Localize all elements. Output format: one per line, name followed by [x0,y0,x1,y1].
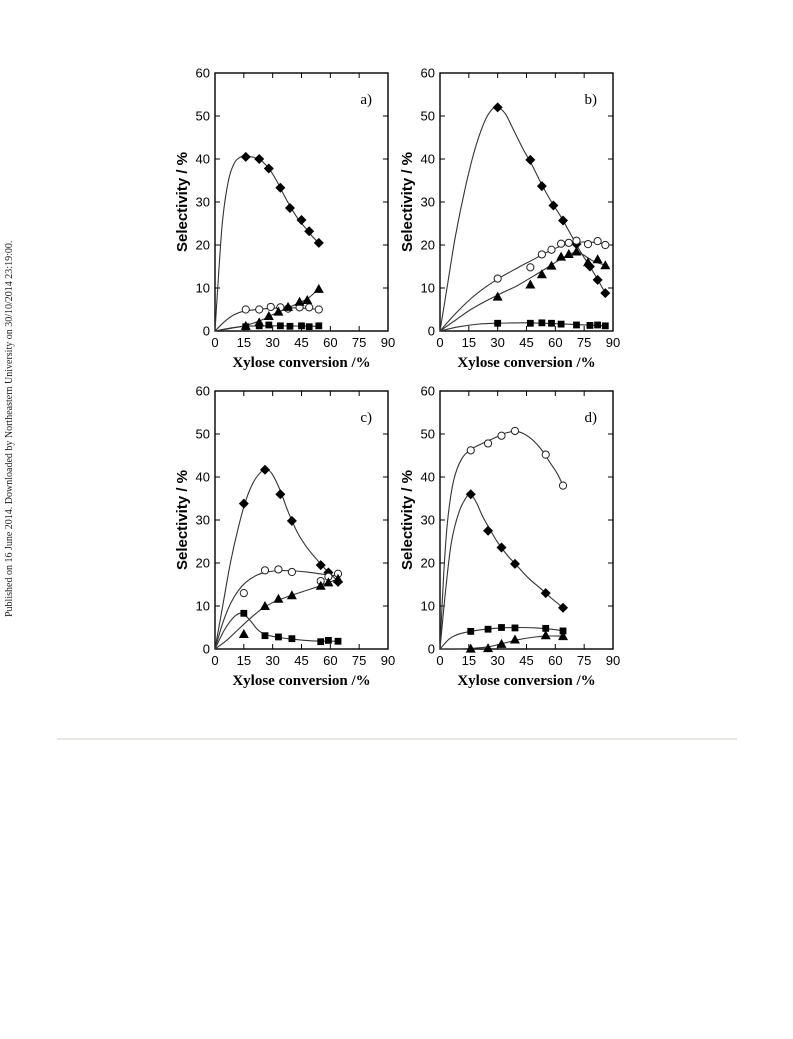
data-point-triangle-3 [287,590,297,599]
data-point-triangle-1 [260,601,270,610]
data-point-triangle-7 [314,284,324,293]
x-tick-label: 45 [294,335,309,350]
data-point-square-0 [494,320,501,327]
data-point-square-1 [262,632,269,639]
data-point-square-7 [315,322,322,329]
data-point-square-8 [602,322,609,329]
series-diamond [466,489,568,613]
x-tick-label: 30 [265,653,280,668]
data-point-square-4 [558,321,565,328]
data-point-circle-3 [288,568,295,575]
data-point-triangle-0 [239,629,249,638]
data-point-diamond-8 [600,288,610,298]
data-point-square-5 [573,322,580,329]
data-point-diamond-0 [493,102,503,112]
data-point-triangle-9 [600,260,610,269]
y-tick-label: 60 [420,383,435,399]
data-point-circle-2 [498,432,505,439]
data-point-square-0 [240,610,247,617]
data-point-circle-9 [602,241,609,248]
data-point-circle-0 [242,306,249,313]
x-tick-label: 30 [490,653,505,668]
data-point-square-3 [288,635,295,642]
y-tick-label: 40 [420,469,435,485]
y-tick-label: 20 [420,555,435,571]
data-point-square-2 [275,634,282,641]
fit-curve-square [440,323,605,331]
data-point-circle-1 [256,306,263,313]
x-tick-label: 60 [323,335,338,350]
content-divider [57,738,737,740]
y-axis-title: Selectivity / % [399,469,416,571]
y-tick-label: 40 [420,151,435,167]
data-point-triangle-1 [525,280,535,289]
y-tick-label: 10 [195,598,210,614]
x-tick-label: 75 [351,335,367,350]
data-point-square-1 [485,626,492,633]
data-point-triangle-3 [546,261,556,270]
x-tick-label: 30 [490,335,505,350]
fit-curve-diamond [440,107,605,331]
data-point-square-4 [317,638,324,645]
fit-curve-triangle [440,252,605,331]
data-point-square-6 [306,323,313,330]
x-tick-label: 0 [211,335,219,350]
y-tick-label: 40 [195,151,210,167]
data-point-square-3 [512,625,519,632]
y-tick-label: 10 [195,280,210,296]
series-circle [242,303,322,313]
y-tick-label: 10 [420,280,435,296]
x-axis-title: Xylose conversion /% [232,355,371,371]
data-point-circle-2 [267,303,274,310]
y-tick-label: 60 [420,65,435,81]
data-point-diamond-0 [466,489,476,499]
x-tick-label: 15 [236,335,252,350]
data-point-circle-7 [584,241,591,248]
y-tick-label: 30 [195,512,210,528]
y-axis-title: Selectivity / % [174,151,191,253]
chart-panel-c [174,384,395,690]
data-point-diamond-0 [241,152,251,162]
x-tick-label: 90 [380,335,396,350]
x-tick-label: 15 [461,335,477,350]
data-point-circle-5 [565,239,572,246]
data-point-square-7 [594,322,601,329]
data-point-circle-6 [306,304,313,311]
data-point-diamond-1 [260,465,270,475]
y-tick-label: 10 [420,598,435,614]
data-point-square-5 [325,637,332,644]
data-point-square-3 [277,322,284,329]
data-point-diamond-1 [483,526,493,536]
data-point-square-4 [287,323,294,330]
data-point-circle-7 [315,306,322,313]
chart-panel-d [399,384,620,690]
series-square [494,319,608,329]
data-point-triangle-4 [556,252,566,261]
data-point-triangle-8 [593,254,603,263]
x-tick-label: 30 [265,335,280,350]
y-tick-label: 20 [420,237,435,253]
data-point-square-2 [498,624,505,631]
x-tick-label: 0 [436,653,444,668]
data-point-diamond-0 [239,499,249,509]
data-point-circle-4 [542,451,549,458]
plot-frame [215,73,388,331]
x-tick-label: 75 [576,335,592,350]
panel-label: c) [360,410,372,426]
x-tick-label: 75 [576,653,592,668]
data-point-square-3 [548,320,555,327]
x-tick-label: 75 [351,653,367,668]
y-tick-label: 30 [420,194,435,210]
download-notice: Published on 16 June 2014. Downloaded by Northeastern University on 30/10/2014 23:19:00. [4,240,15,617]
data-point-diamond-2 [537,181,547,191]
data-point-circle-1 [527,264,534,271]
y-tick-label: 50 [420,108,435,124]
y-tick-label: 30 [420,512,435,528]
x-tick-label: 45 [519,335,534,350]
series-triangle [239,574,343,638]
y-tick-label: 60 [195,383,210,399]
x-axis-title: Xylose conversion /% [457,355,596,371]
data-point-circle-0 [494,275,501,282]
y-tick-label: 60 [195,65,210,81]
x-tick-label: 15 [461,653,477,668]
data-point-square-2 [538,319,545,326]
y-tick-label: 0 [427,323,435,339]
chart-panel-b [399,66,620,372]
data-point-square-6 [335,638,342,645]
panel-label: a) [360,92,372,108]
data-point-circle-5 [559,482,566,489]
data-point-circle-3 [511,427,518,434]
y-axis-title: Selectivity / % [174,469,191,571]
x-tick-label: 45 [294,653,309,668]
data-point-circle-6 [573,237,580,244]
y-tick-label: 30 [195,194,210,210]
data-point-circle-4 [558,240,565,247]
data-point-diamond-5 [297,215,307,225]
data-point-circle-1 [261,567,268,574]
data-point-square-6 [587,322,594,329]
y-tick-label: 0 [202,641,210,657]
x-tick-label: 60 [548,653,563,668]
data-point-square-5 [298,322,305,329]
y-tick-label: 20 [195,237,210,253]
data-point-diamond-3 [548,200,558,210]
y-tick-label: 0 [427,641,435,657]
x-tick-label: 0 [436,335,444,350]
y-tick-label: 50 [420,426,435,442]
fit-curve-diamond [215,469,338,649]
panel-label: b) [584,92,597,108]
data-point-circle-3 [548,246,555,253]
data-point-circle-2 [275,566,282,573]
x-tick-label: 45 [519,653,534,668]
data-point-circle-0 [240,590,247,597]
data-point-circle-0 [467,447,474,454]
y-tick-label: 50 [195,426,210,442]
panel-label: d) [584,410,597,426]
data-point-circle-1 [484,440,491,447]
data-point-triangle-2 [264,311,274,320]
y-tick-label: 50 [195,108,210,124]
data-point-diamond-7 [593,275,603,285]
x-tick-label: 90 [380,653,396,668]
x-tick-label: 15 [236,653,252,668]
y-tick-label: 40 [195,469,210,485]
x-axis-title: Xylose conversion /% [232,673,371,689]
series-diamond [241,152,324,248]
x-tick-label: 0 [211,653,219,668]
data-point-square-1 [527,320,534,327]
data-point-diamond-4 [558,215,568,225]
data-point-square-0 [467,628,474,635]
data-point-diamond-3 [287,516,297,526]
data-point-diamond-3 [275,183,285,193]
data-point-square-2 [265,322,272,329]
chart-panel-a [174,66,395,372]
data-point-circle-2 [538,251,545,258]
fit-curve-circle [440,431,563,649]
plot-frame [440,391,613,649]
series-circle [467,427,566,489]
series-triangle [493,246,611,300]
y-tick-label: 0 [202,323,210,339]
data-point-diamond-2 [275,489,285,499]
data-point-triangle-4 [541,630,551,639]
plot-frame [440,73,613,331]
x-tick-label: 60 [323,653,338,668]
x-tick-label: 90 [605,653,621,668]
y-axis-title: Selectivity / % [399,151,416,253]
data-point-square-1 [256,322,263,329]
data-point-diamond-2 [497,543,507,553]
data-point-circle-8 [594,238,601,245]
x-axis-title: Xylose conversion /% [457,673,596,689]
data-point-square-0 [242,323,249,330]
x-tick-label: 60 [548,335,563,350]
x-tick-label: 90 [605,335,621,350]
y-tick-label: 20 [195,555,210,571]
data-point-triangle-3 [510,635,520,644]
